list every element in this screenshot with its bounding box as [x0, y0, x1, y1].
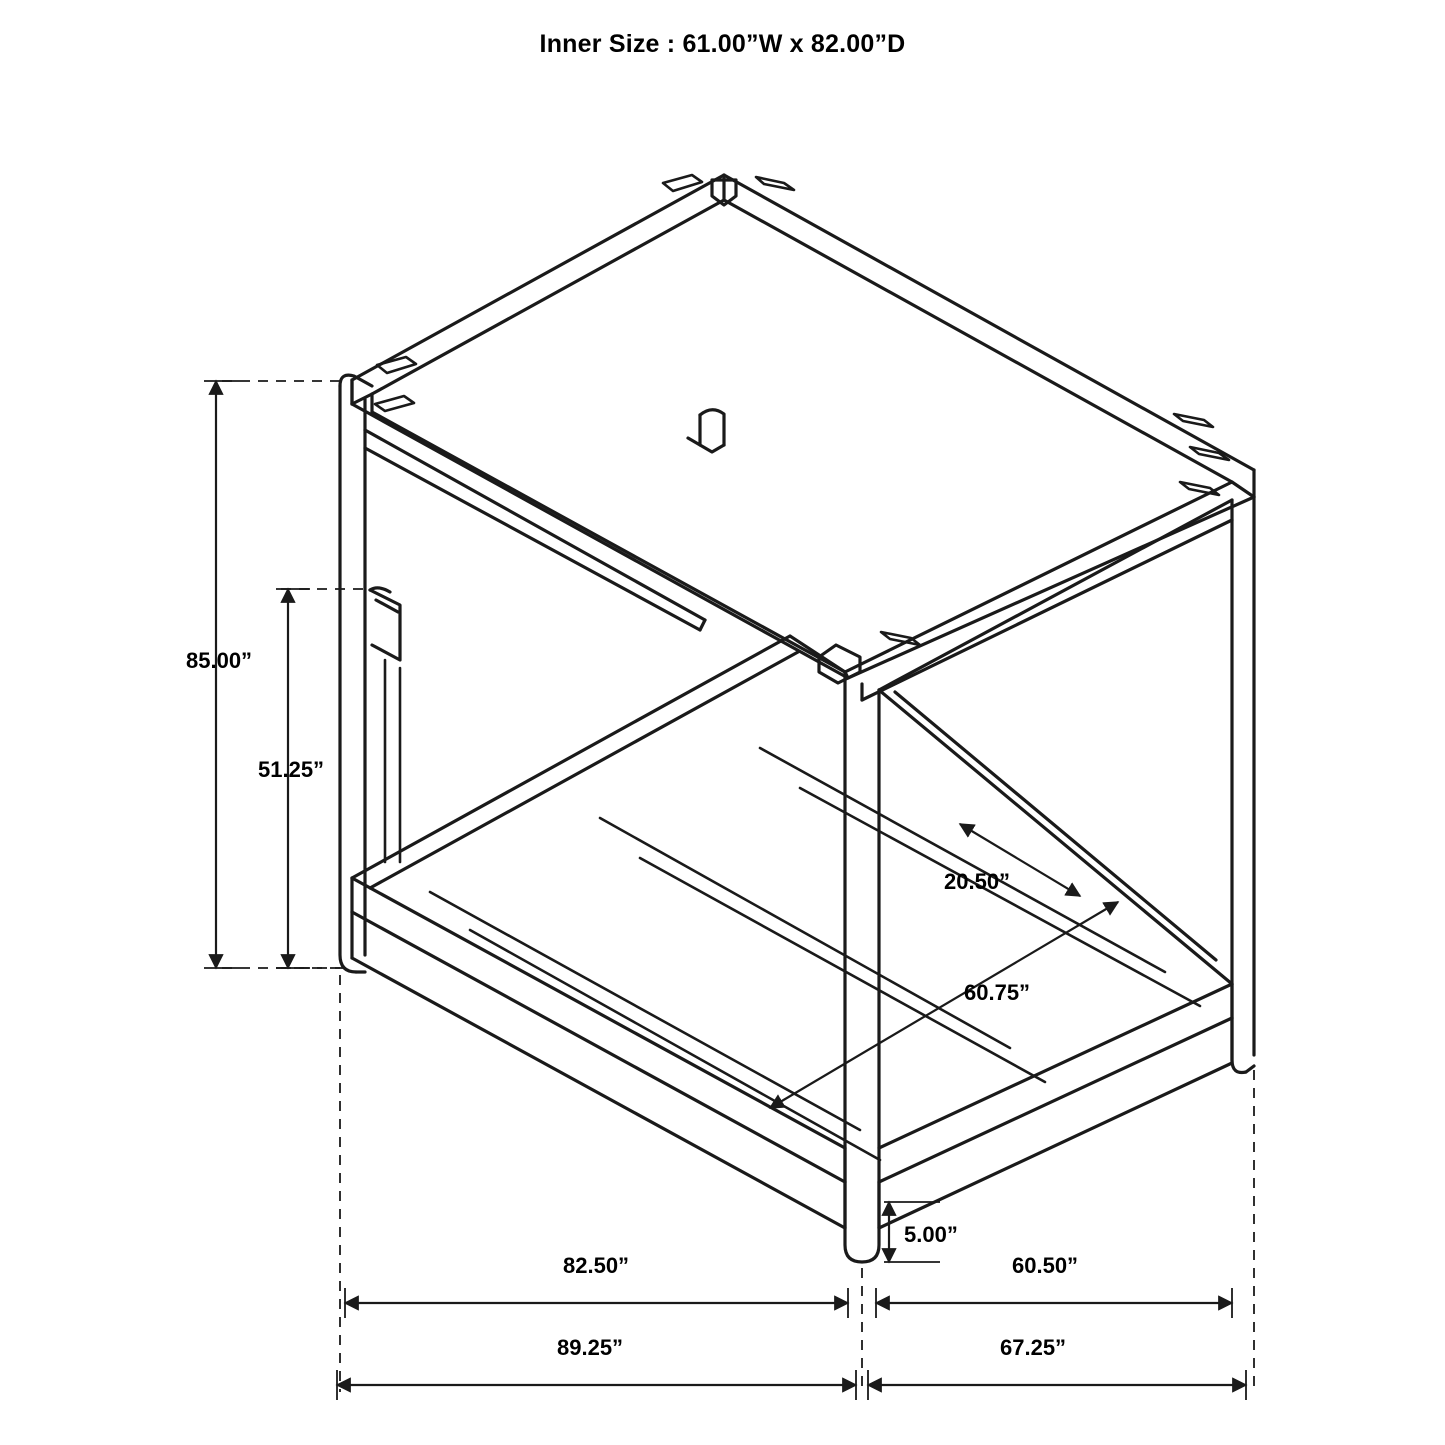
dimension-label-inner-width: 60.50” — [1012, 1253, 1079, 1278]
dimension-label-overall-height: 85.00” — [186, 648, 253, 673]
dimension-label-outer-width: 67.25” — [1000, 1335, 1067, 1360]
dimension-label-ground-clearance: 5.00” — [904, 1222, 958, 1247]
dimension-label-inner-length: 82.50” — [563, 1253, 630, 1278]
page-title: Inner Size : 61.00”W x 82.00”D — [539, 30, 906, 58]
dimension-label-deck-height: 51.25” — [258, 757, 325, 782]
dimension-label-slat-spacing: 20.50” — [944, 869, 1011, 894]
dimension-label-inner-deck-width: 60.75” — [964, 980, 1031, 1005]
frame-geometry — [340, 175, 1254, 1262]
dimension-label-outer-length: 89.25” — [557, 1335, 624, 1360]
